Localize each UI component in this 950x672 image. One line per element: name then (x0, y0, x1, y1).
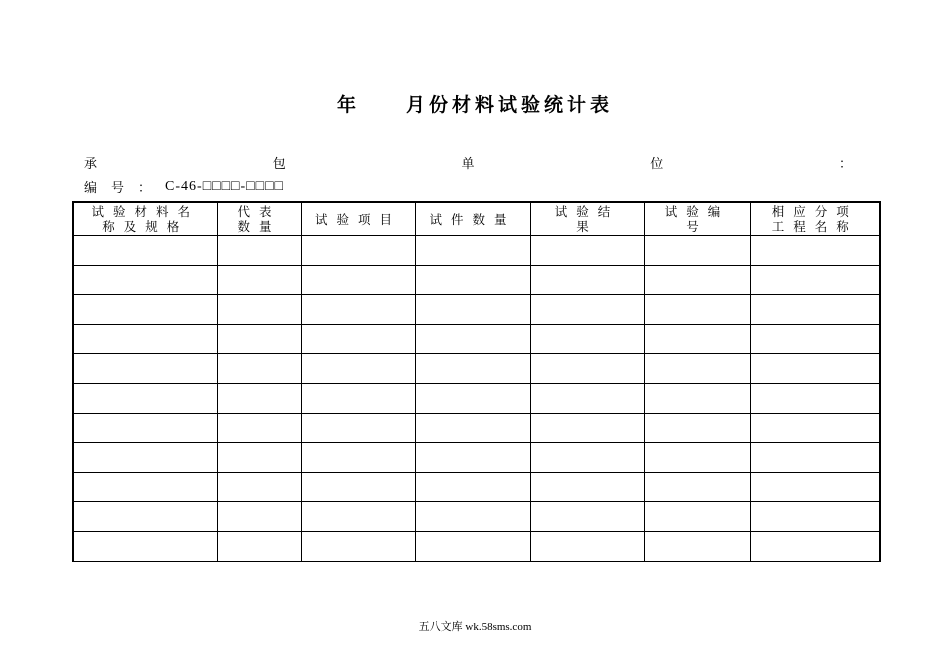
table-cell[interactable] (530, 265, 644, 295)
table-cell[interactable] (301, 236, 415, 266)
table-cell[interactable] (217, 383, 301, 413)
table-cell[interactable] (217, 236, 301, 266)
code-colon: ： (138, 181, 152, 196)
table-cell[interactable] (73, 236, 217, 266)
table-cell[interactable] (217, 443, 301, 473)
table-cell[interactable] (644, 295, 750, 325)
table-cell[interactable] (644, 236, 750, 266)
table-row (73, 502, 880, 532)
table-cell[interactable] (301, 443, 415, 473)
table-cell[interactable] (750, 502, 880, 532)
table-cell[interactable] (415, 265, 530, 295)
table-cell[interactable] (530, 295, 644, 325)
title-year: 年 (336, 94, 360, 116)
table-cell[interactable] (415, 354, 530, 384)
table-cell[interactable] (750, 383, 880, 413)
header-project-name: 相应分项 工程名称 (750, 202, 880, 236)
page-title (0, 90, 950, 117)
table-cell[interactable] (217, 413, 301, 443)
table-cell[interactable] (301, 531, 415, 561)
table-cell[interactable] (415, 502, 530, 532)
table-cell[interactable] (301, 295, 415, 325)
table-cell[interactable] (73, 295, 217, 325)
table-cell[interactable] (301, 354, 415, 384)
table-row (73, 295, 880, 325)
table-cell[interactable] (217, 295, 301, 325)
statistics-table (72, 201, 881, 562)
table-cell[interactable] (750, 443, 880, 473)
table-row (73, 354, 880, 384)
table-cell[interactable] (644, 383, 750, 413)
table-cell[interactable] (217, 324, 301, 354)
table-cell[interactable] (530, 354, 644, 384)
table-cell[interactable] (73, 354, 217, 384)
header-material-name: 试验材料名 称及规格 (73, 202, 217, 236)
header-test-item: 试验项目 (301, 202, 415, 236)
table-cell[interactable] (750, 236, 880, 266)
table-cell[interactable] (644, 443, 750, 473)
table-cell[interactable] (73, 413, 217, 443)
table-cell[interactable] (217, 265, 301, 295)
table-row (73, 324, 880, 354)
table-cell[interactable] (73, 265, 217, 295)
table-cell[interactable] (415, 472, 530, 502)
table-cell[interactable] (73, 472, 217, 502)
contractor-char: 承 (84, 157, 98, 172)
table-cell[interactable] (301, 472, 415, 502)
table-cell[interactable] (750, 531, 880, 561)
table-cell[interactable] (217, 502, 301, 532)
table-cell[interactable] (530, 324, 644, 354)
table-cell[interactable] (644, 472, 750, 502)
table-body (73, 236, 880, 562)
table-row (73, 531, 880, 561)
contractor-char: 单 (461, 157, 475, 172)
table-cell[interactable] (415, 236, 530, 266)
table-cell[interactable] (750, 265, 880, 295)
header-test-number: 试验编 号 (644, 202, 750, 236)
contractor-colon: ： (838, 157, 852, 172)
table-cell[interactable] (530, 531, 644, 561)
table-cell[interactable] (301, 502, 415, 532)
table-cell[interactable] (530, 502, 644, 532)
code-value: C-46-□□□□-□□□□ (165, 178, 285, 194)
code-line (84, 177, 284, 196)
table-cell[interactable] (750, 354, 880, 384)
table-cell[interactable] (217, 354, 301, 384)
table-cell[interactable] (415, 531, 530, 561)
table-cell[interactable] (217, 531, 301, 561)
footer-watermark: 五八文库 wk.58sms.com (418, 621, 532, 633)
table-cell[interactable] (415, 295, 530, 325)
table-cell[interactable] (73, 383, 217, 413)
table-cell[interactable] (301, 265, 415, 295)
table-cell[interactable] (415, 324, 530, 354)
table-cell[interactable] (644, 413, 750, 443)
contractor-char: 位 (650, 157, 664, 172)
header-specimen-count: 试件数量 (415, 202, 530, 236)
table-row (73, 443, 880, 473)
table-cell[interactable] (644, 265, 750, 295)
header-quantity: 代表 数量 (217, 202, 301, 236)
contractor-line (84, 153, 852, 172)
contractor-char: 包 (272, 157, 286, 172)
table-cell[interactable] (530, 236, 644, 266)
table-row (73, 383, 880, 413)
table-cell[interactable] (530, 383, 644, 413)
table-row (73, 265, 880, 295)
header-test-result: 试验结 果 (530, 202, 644, 236)
table-row (73, 472, 880, 502)
table-cell[interactable] (644, 502, 750, 532)
code-label: 编号 (84, 181, 139, 196)
table-cell[interactable] (750, 413, 880, 443)
table-cell[interactable] (644, 531, 750, 561)
table-cell[interactable] (530, 443, 644, 473)
table-cell[interactable] (750, 472, 880, 502)
table-row (73, 236, 880, 266)
table-cell[interactable] (530, 413, 644, 443)
table-cell[interactable] (301, 413, 415, 443)
table-cell[interactable] (415, 383, 530, 413)
table-cell[interactable] (750, 324, 880, 354)
table-cell[interactable] (217, 472, 301, 502)
table-cell[interactable] (73, 531, 217, 561)
table-cell[interactable] (415, 413, 530, 443)
table-cell[interactable] (415, 443, 530, 473)
table-cell[interactable] (73, 324, 217, 354)
title-text: 月份材料试验统计表 (406, 94, 614, 116)
table-cell[interactable] (644, 324, 750, 354)
table-header-row (73, 202, 880, 236)
table-cell[interactable] (301, 324, 415, 354)
table-row (73, 413, 880, 443)
table-cell[interactable] (750, 295, 880, 325)
table-cell[interactable] (644, 354, 750, 384)
table-cell[interactable] (73, 502, 217, 532)
table-cell[interactable] (530, 472, 644, 502)
table-cell[interactable] (301, 383, 415, 413)
table-cell[interactable] (73, 443, 217, 473)
